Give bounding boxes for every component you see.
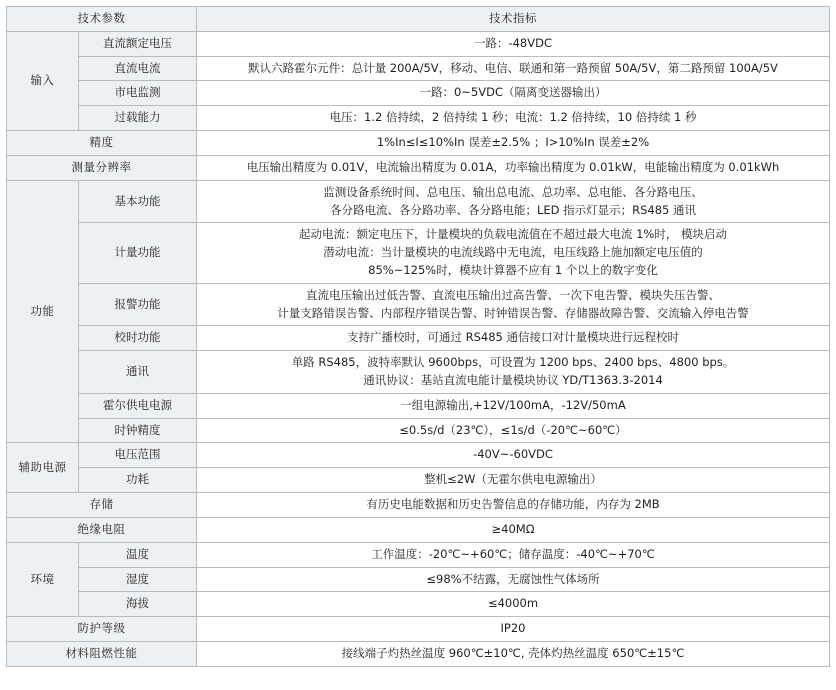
- group-label-cell: 输入: [7, 31, 79, 130]
- spec-value-line: 默认六路霍尔元件：总计量 200A/5V，移动、电信、联通和第一路预留 50A/5V，第二路预留 100A/5V: [248, 60, 778, 75]
- sub-label-cell: 温度: [79, 542, 197, 567]
- table-row: [7, 283, 830, 326]
- spec-value-cell: [197, 81, 830, 106]
- spec-value-cell: [197, 283, 830, 326]
- sub-label-cell: 直流额定电压: [79, 31, 197, 56]
- spec-value-line: 1%In≤I≤10%In 误差±2.5% ；I>10%In 误差±2%: [376, 135, 650, 150]
- group-label-cell: 精度: [7, 131, 197, 156]
- spec-value-cell: [197, 180, 830, 223]
- table-row: [7, 567, 830, 592]
- table-row: [7, 443, 830, 468]
- spec-value-cell: [197, 56, 830, 81]
- technical-specification-table: [6, 6, 830, 667]
- table-row: [7, 418, 830, 443]
- spec-value-cell: [197, 155, 830, 180]
- sub-label-cell: 计量功能: [79, 223, 197, 283]
- table-row: [7, 31, 830, 56]
- sub-label-cell: 湿度: [79, 567, 197, 592]
- sub-label-cell: 功耗: [79, 468, 197, 493]
- sub-label-cell: 校时功能: [79, 326, 197, 351]
- group-label-cell: 功能: [7, 180, 79, 443]
- sub-label-cell: 直流电流: [79, 56, 197, 81]
- sub-label-cell: 霍尔供电电源: [79, 393, 197, 418]
- sub-label-cell: 海拔: [79, 592, 197, 617]
- spec-value-line: 有历史电能数据和历史告警信息的存储功能，内存为 2MB: [366, 497, 660, 512]
- table-row: [7, 131, 830, 156]
- sub-label-cell: 通讯: [79, 351, 197, 394]
- spec-value-cell: [197, 592, 830, 617]
- spec-value-line: 电压输出精度为 0.01V，电流输出精度为 0.01A，功率输出精度为 0.01kW，电能输出精度为 0.01kWh: [246, 159, 780, 174]
- group-label-cell: 测量分辨率: [7, 155, 197, 180]
- spec-value-cell: [197, 418, 830, 443]
- spec-value-line: 通讯协议：基站直流电能计量模块协议 YD/T1363.3-2014: [363, 373, 663, 387]
- spec-value-cell: [197, 326, 830, 351]
- spec-value-cell: [197, 542, 830, 567]
- group-label-cell: 绝缘电阻: [7, 517, 197, 542]
- spec-value-cell: [197, 223, 830, 283]
- table-row: [7, 81, 830, 106]
- spec-value-line: 85%~125%时，模块计算器不应有 1 个以上的数字变化: [368, 262, 658, 277]
- spec-value-line: 支持广播校时，可通过 RS485 通信接口对计量模块进行远程校时: [346, 330, 680, 345]
- spec-value-line: 直流电压输出过低告警、直流电压输出过高告警、一次下电告警、模块失压告警、: [306, 287, 720, 302]
- table-body: [7, 7, 830, 667]
- group-label-cell: 防护等级: [7, 617, 197, 642]
- spec-value-line: ≥40MΩ: [491, 521, 535, 536]
- table-row: [7, 617, 830, 642]
- spec-value-cell: [197, 131, 830, 156]
- spec-value-line: 潜动电流：当计量模块的电流线路中无电流，电压线路上施加额定电压值的: [323, 245, 703, 260]
- spec-value-line: 接线端子灼热丝温度 960℃±10℃, 壳体灼热丝温度 650℃±15℃: [341, 645, 685, 660]
- spec-value-line: 一组电源输出,+12V/100mA，-12V/50mA: [400, 397, 626, 412]
- table-row: [7, 106, 830, 131]
- table-row: [7, 542, 830, 567]
- table-row: [7, 326, 830, 351]
- table-row: [7, 517, 830, 542]
- sub-label-cell: 过载能力: [79, 106, 197, 131]
- spec-value-cell: [197, 443, 830, 468]
- spec-value-line: ≤0.5s/d（23℃），≤1s/d（-20℃~60℃）: [399, 422, 627, 437]
- spec-value-cell: [197, 567, 830, 592]
- table-row: [7, 155, 830, 180]
- spec-value-line: -40V~-60VDC: [473, 447, 553, 462]
- group-label-cell: 环境: [7, 542, 79, 616]
- spec-value-line: 整机≤2W（无霍尔供电电源输出）: [424, 472, 602, 487]
- spec-value-line: 一路：0~5VDC（隔离变送器输出）: [419, 85, 607, 100]
- table-row: [7, 56, 830, 81]
- spec-value-cell: [197, 641, 830, 666]
- spec-value-line: IP20: [500, 621, 526, 636]
- table-row: [7, 641, 830, 666]
- group-label-cell: 材料阻燃性能: [7, 641, 197, 666]
- spec-value-cell: [197, 617, 830, 642]
- spec-value-line: 工作温度：-20℃~+60℃；储存温度：-40℃~+70℃: [371, 546, 655, 561]
- spec-value-cell: [197, 468, 830, 493]
- table-row: [7, 493, 830, 518]
- group-label-cell: 辅助电源: [7, 443, 79, 493]
- sub-label-cell: 报警功能: [79, 283, 197, 326]
- spec-value-cell: [197, 517, 830, 542]
- header-cell-specification: 技术指标: [197, 7, 830, 32]
- table-header-row: [7, 7, 830, 32]
- spec-value-line: ≤98%不结露，无腐蚀性气体场所: [426, 571, 600, 586]
- spec-value-cell: [197, 31, 830, 56]
- sub-label-cell: 市电监测: [79, 81, 197, 106]
- table-row: [7, 180, 830, 223]
- spec-value-line: 起动电流：额定电压下，计量模块的负载电流值在不超过最大电流 1%时， 模块启动: [298, 227, 728, 242]
- table-row: [7, 592, 830, 617]
- table-row: [7, 393, 830, 418]
- spec-value-line: 单路 RS485，波特率默认 9600bps，可设置为 1200 bps、2400 bps、4800 bps。: [291, 355, 735, 370]
- spec-value-cell: [197, 351, 830, 394]
- spec-value-line: 各分路电流、各分路功率、各分路电能；LED 指示灯显示；RS485 通讯: [329, 202, 697, 217]
- spec-value-line: 监测设备系统时间、总电压、输出总电流、总功率、总电能、各分路电压、: [323, 184, 703, 199]
- table-row: [7, 223, 830, 283]
- group-label-cell: 存储: [7, 493, 197, 518]
- table-row: [7, 351, 830, 394]
- spec-value-cell: [197, 106, 830, 131]
- header-cell-parameter: 技术参数: [7, 7, 197, 32]
- sub-label-cell: 基本功能: [79, 180, 197, 223]
- spec-value-line: ≤4000m: [487, 596, 539, 611]
- spec-value-cell: [197, 493, 830, 518]
- sub-label-cell: 电压范围: [79, 443, 197, 468]
- spec-value-line: 计量支路错误告警、内部程序错误告警、时钟错误告警、存储器故障告警、交流输入停电告警: [277, 305, 749, 320]
- spec-value-line: 电压：1.2 倍持续，2 倍持续 1 秒；电流：1.2 倍持续，10 倍持续 1 秒: [329, 110, 697, 125]
- spec-value-cell: [197, 393, 830, 418]
- spec-value-line: 一路：-48VDC: [473, 35, 553, 50]
- sub-label-cell: 时钟精度: [79, 418, 197, 443]
- table-row: [7, 468, 830, 493]
